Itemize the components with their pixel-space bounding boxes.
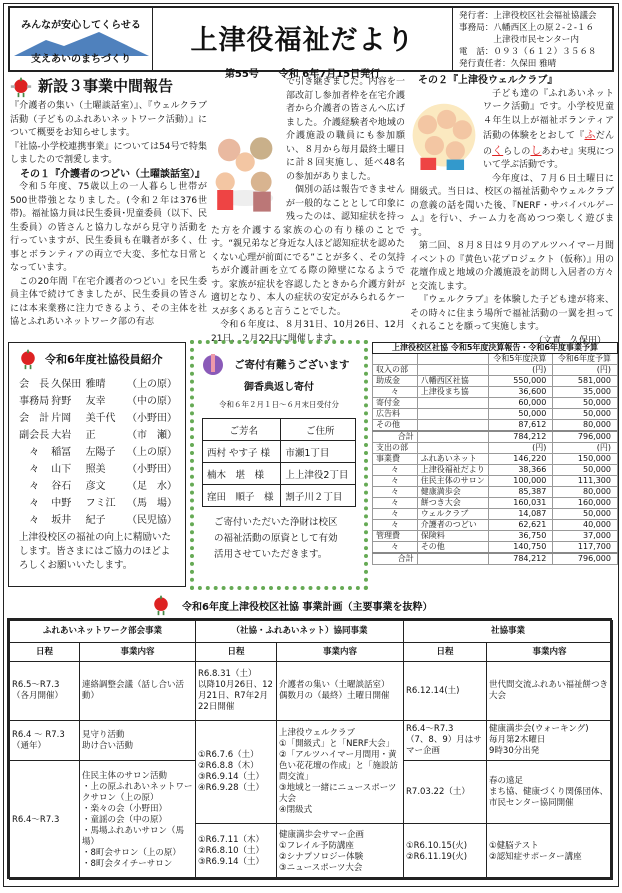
content-cell-text: 上津役ウェルクラブ ①「開級式」と「NERF大会」 ②「アルツハイマー月間用・黄色い花花壇の作成」と「施設訪問交流」 ③地域と一緒にニュースポーツ大会 ④閉級式 xyxy=(279,728,399,815)
article-column-middle xyxy=(211,76,405,346)
donor-address: 市瀬1丁目 xyxy=(281,441,356,463)
body-text: らしの xyxy=(503,146,531,157)
budget-row xyxy=(373,465,618,476)
officer-surname: 久保田 xyxy=(51,379,82,390)
budget-fy6-plan: 111,300 xyxy=(553,476,618,487)
col-header-content xyxy=(79,642,196,662)
officer-row xyxy=(17,493,177,510)
budget-fy6-plan: 796,000 xyxy=(553,553,618,565)
body-paragraph: 第二回、８月８日は９月のアルツハイマー月間イベントの『黄色い花プロジェクト（仮称）』用の花壇作成と地域の介護施設を訪問し入居者の方々と交流します。 xyxy=(410,241,614,292)
budget-table xyxy=(372,342,618,565)
budget-row xyxy=(373,387,618,398)
officer-surname: 山下 xyxy=(51,464,72,475)
schedule-cell-text: R6.8.31（土） 以降10月26日、12月21日、R7年2月22日開催 xyxy=(198,669,273,712)
officer-given-name: 彦文 xyxy=(85,481,106,492)
officer-row xyxy=(17,442,177,459)
budget-fy6-plan: 117,700 xyxy=(553,542,618,554)
slogan-top: みんなが安心してくらせる xyxy=(21,20,141,31)
group-header-text: （社協・ふれあいネット）協同事業 xyxy=(231,626,368,636)
content-cell-text: 春の遠足 まち協、健康づくり関係団体、市民センター協同開催 xyxy=(489,775,609,808)
budget-category: 々 xyxy=(373,487,418,498)
intro-paragraph: 『社協-小学校連携事業』については54号で特集しましたので割愛します。 xyxy=(10,141,207,165)
budget-item xyxy=(417,409,488,420)
col-header-content-text: 事業内容 xyxy=(532,646,567,657)
budget-row xyxy=(373,509,618,520)
budget-item xyxy=(417,398,488,409)
content-cell xyxy=(276,720,404,824)
officer-row xyxy=(17,408,177,425)
budget-row xyxy=(373,531,618,542)
body-paragraph xyxy=(410,88,614,173)
budget-fy5-actual: 550,000 xyxy=(488,376,553,387)
body-text: あわせ』実現について学ぶ活動です。 xyxy=(483,146,614,170)
content-cell xyxy=(79,661,196,721)
body-paragraph: 今年度は、７月６日土曜日に開級式。当日は、校区の福祉活動やウェルクラブの意義の話を聞いた後、『NERF・サバイバルゲーム』を行い、チーム力を高めつつ楽しく遊びます。 xyxy=(410,173,614,238)
col-header-schedule xyxy=(403,642,487,662)
plan-table xyxy=(7,618,612,879)
budget-fy5-actual: 85,387 xyxy=(488,487,553,498)
officer-district: （上の原） xyxy=(127,447,177,458)
budget-row xyxy=(373,443,618,454)
officer-district: （足 水） xyxy=(127,481,177,492)
officer-role: 事務局 xyxy=(19,396,50,407)
budget-category: 々 xyxy=(373,542,418,554)
highlight-char: く xyxy=(492,143,504,157)
col-header-content xyxy=(486,642,613,662)
budget-fy6-plan: 50,000 xyxy=(553,409,618,420)
budget-fy5-actual: 38,366 xyxy=(488,465,553,476)
schedule-cell xyxy=(403,760,487,824)
content-cell xyxy=(79,760,196,880)
budget-row xyxy=(373,520,618,531)
budget-row xyxy=(373,476,618,487)
donor-name: 西村 やす子 様 xyxy=(203,441,281,463)
budget-row xyxy=(373,454,618,465)
budget-fy5-actual: 100,000 xyxy=(488,476,553,487)
officer-surname: 大岩 xyxy=(51,430,72,441)
officer-surname: 中野 xyxy=(51,498,72,509)
content-cell xyxy=(486,720,613,761)
budget-row xyxy=(373,553,618,565)
budget-fy6-plan: 50,000 xyxy=(553,398,618,409)
donor-row xyxy=(203,463,356,485)
publisher-line: 発行者：上津役校区社会福祉協議会 xyxy=(459,11,597,21)
donation-box xyxy=(190,340,368,590)
officer-surname: 稲冨 xyxy=(51,447,72,458)
donor-table xyxy=(202,418,356,507)
content-cell xyxy=(276,823,404,880)
officer-given-name: 左陽子 xyxy=(85,447,116,458)
budget-fy6-plan: 50,000 xyxy=(553,509,618,520)
incense-icon xyxy=(202,352,224,376)
budget-row xyxy=(373,398,618,409)
article-column-right xyxy=(410,74,614,348)
budget-item: 上津役まち協 xyxy=(417,387,488,398)
budget-category: 々 xyxy=(373,498,418,509)
group-header xyxy=(195,620,404,643)
group-header-text: 社協事業 xyxy=(490,626,525,636)
schedule-cell-text: ①R6.7.11（木） ②R6.8.10（土） ③R6.9.14（土） xyxy=(198,835,265,867)
budget-col-header: 令和5年度決算 xyxy=(488,354,553,365)
publisher-line: 事務局：八幡西区上の原２-２-１６ xyxy=(459,23,595,33)
content-cell xyxy=(276,661,404,721)
logo xyxy=(10,8,153,70)
budget-category: 々 xyxy=(373,476,418,487)
schedule-cell xyxy=(9,720,80,761)
budget-fy6-plan: 50,000 xyxy=(553,465,618,476)
issue-info: 第55号 令和 6年7月15日発行 xyxy=(224,69,381,80)
officer-role: 々 xyxy=(29,498,40,509)
officers-box xyxy=(8,342,186,587)
budget-category: 支出の部 xyxy=(373,443,418,454)
budget-fy6-plan: 150,000 xyxy=(553,454,618,465)
content-cell xyxy=(486,823,613,880)
content-cell-text: 世代間交流ふれあい福祉餅つき大会 xyxy=(489,680,609,701)
budget-item: ふれあいネット xyxy=(417,454,488,465)
budget-fy6-plan: (円) xyxy=(553,365,618,376)
budget-fy6-plan: 80,000 xyxy=(553,420,618,432)
officer-role: 々 xyxy=(29,481,40,492)
budget-fy6-plan: 796,000 xyxy=(553,431,618,443)
budget-category: 々 xyxy=(373,509,418,520)
article-column-left xyxy=(10,76,207,330)
col-header-schedule-text: 日程 xyxy=(436,646,454,657)
budget-item xyxy=(417,553,488,565)
budget-row xyxy=(373,431,618,443)
col-header-schedule xyxy=(9,642,80,662)
budget-fy5-actual: 784,212 xyxy=(488,553,553,565)
budget-category: 広告料 xyxy=(373,409,418,420)
schedule-cell xyxy=(195,661,277,721)
budget-category: 管理費 xyxy=(373,531,418,542)
officer-given-name: 照美 xyxy=(85,464,106,475)
officer-row xyxy=(17,476,177,493)
intro-paragraph: 『介護者の集い（土曜談話室）』、『ウェルクラブ活動（子どものふれあいネットワーク活動）』について概要をお知らせします。 xyxy=(10,101,207,138)
budget-fy6-plan: 160,000 xyxy=(553,498,618,509)
budget-fy5-actual: 62,621 xyxy=(488,520,553,531)
content-cell-text: 見守り活動 助け合い活動 xyxy=(82,729,134,751)
budget-fy6-plan: (円) xyxy=(553,443,618,454)
highlight-char: ふ xyxy=(584,128,596,141)
officer-surname: 片岡 xyxy=(51,413,72,424)
budget-category: 寄付金 xyxy=(373,398,418,409)
budget-col-header xyxy=(373,354,418,365)
budget-category: 々 xyxy=(373,387,418,398)
donor-address: 割子川２丁目 xyxy=(281,485,356,507)
budget-row xyxy=(373,498,618,509)
officer-given-name: 紀子 xyxy=(85,515,106,526)
budget-row xyxy=(373,420,618,432)
schedule-cell xyxy=(195,823,277,880)
budget-fy6-plan: 80,000 xyxy=(553,487,618,498)
officer-given-name: フミ江 xyxy=(85,498,116,509)
col-header-schedule xyxy=(195,642,277,662)
budget-fy6-plan: 40,000 xyxy=(553,520,618,531)
budget-category: 事業費 xyxy=(373,454,418,465)
apple-mascot-icon xyxy=(17,348,39,370)
content-cell xyxy=(486,661,613,721)
officer-role: 会 計 xyxy=(19,413,50,424)
officer-row xyxy=(17,374,177,391)
body-paragraph: この20年間『在宅介護者のつどい』を民生委員主体で続けてきましたが、民生委員の皆さんには本来業務に注力できるよう、その主体を社協とふれあいネットワーク部の有志 xyxy=(10,276,207,327)
plan-heading xyxy=(150,594,480,616)
article-heading: 新設３事業中間報告 xyxy=(38,77,174,96)
donation-title: ご寄付有難うございます xyxy=(234,358,350,371)
donor-row xyxy=(203,441,356,463)
officer-row xyxy=(17,510,177,527)
budget-category: 合計 xyxy=(373,431,418,443)
budget-item xyxy=(417,443,488,454)
officer-district: （小野田） xyxy=(127,464,177,475)
donor-address: 上上津役2丁目 xyxy=(281,463,356,485)
officer-given-name: 雅晴 xyxy=(85,379,106,390)
schedule-cell-text: R6.4 ～ R7.3 （通年） xyxy=(12,729,65,751)
publisher-line: 電 話：０９３（６１２）３５６８ xyxy=(459,47,597,57)
officer-district: （小野田） xyxy=(127,413,177,424)
schedule-cell-text: ①R6.10.15(火) ②R6.11.19(火) xyxy=(406,840,468,862)
budget-fy6-plan: 37,000 xyxy=(553,531,618,542)
budget-category: 々 xyxy=(373,465,418,476)
budget-row xyxy=(373,365,618,376)
budget-fy5-actual: (円) xyxy=(488,443,553,454)
schedule-cell xyxy=(9,760,80,880)
budget-item: 八幡西区社協 xyxy=(417,376,488,387)
budget-fy5-actual: 36,600 xyxy=(488,387,553,398)
budget-item xyxy=(417,365,488,376)
schedule-cell xyxy=(403,823,487,880)
body-text: で引き継ぎました。内容を一部改訂し参加者枠を在宅介護者から介護者の皆さんへ広げました。介護経験者や地域の介護施設の職員にも参加願い、８月から毎月最終土曜日に計８回実施し、延べ48名の参加がありました。 xyxy=(286,77,405,182)
officer-row xyxy=(17,425,177,442)
budget-fy5-actual: 14,087 xyxy=(488,509,553,520)
col-header-schedule-text: 日程 xyxy=(35,646,53,657)
budget-row xyxy=(373,542,618,554)
col-header-address: ご住所 xyxy=(281,419,356,441)
col-header-content-text: 事業内容 xyxy=(120,646,155,657)
slogan-bottom: 支えあいのまちづくり xyxy=(31,54,131,65)
budget-item xyxy=(417,420,488,432)
budget-category: 合計 xyxy=(373,553,418,565)
budget-item: 上津役福祉だより xyxy=(417,465,488,476)
budget-title: 上津役校区社協 令和5年度決算報告・令和6年度事業予算 xyxy=(373,343,618,354)
budget-row xyxy=(373,409,618,420)
budget-category: 々 xyxy=(373,520,418,531)
subheading-2: その２『上津役ウェルクラブ』 xyxy=(418,75,558,86)
publisher-line: 上津役市民センター内 xyxy=(459,35,579,45)
budget-fy6-plan: 35,000 xyxy=(553,387,618,398)
group-header-text: ふれあいネットワーク部会事業 xyxy=(42,626,162,636)
budget-item: 住民主体のサロン xyxy=(417,476,488,487)
content-cell xyxy=(486,760,613,824)
caregivers-illustration xyxy=(211,126,281,222)
officer-row xyxy=(17,459,177,476)
group-header xyxy=(403,620,613,643)
masthead xyxy=(8,6,614,80)
col-header-schedule-text: 日程 xyxy=(227,646,245,657)
budget-col-header xyxy=(417,354,488,365)
officer-role: 々 xyxy=(29,464,40,475)
officer-role: 々 xyxy=(29,447,40,458)
body-paragraph: 令和６年度は、８月31日、10月26日、12月21日、２月22日に開催します。 xyxy=(211,320,405,344)
schedule-cell xyxy=(195,720,277,824)
officers-message: 上津役校区の福祉の向上に精励いたします。皆さまにはご協力のほどよろしくお願いいたします。 xyxy=(19,532,172,571)
schedule-cell xyxy=(403,720,487,761)
body-text: 個別の話は報告できませんが一般的なこととして印象に残ったのは、認知症状を持った方を介護する家族の心の有り様のことです。“親兄弟など身近な人ほど認知症状を認めたくない心理が前面にでる”ことが多く、その気持ちが介護計画を立てる際の障壁になるようです。家族が症状を容認したときから介護方針が適切となり、本人の症状の安定がみられるケースが多くあると言うことでした。 xyxy=(211,185,405,317)
budget-fy5-actual: 146,220 xyxy=(488,454,553,465)
body-paragraph: 『ウェルクラブ』を体験した子ども達が将来、その時々に住まう場所で福祉活動の一翼を担ってくれることを願って実施します。 xyxy=(410,295,614,332)
apple-mascot-icon xyxy=(10,76,32,98)
officer-given-name: 美千代 xyxy=(85,413,116,424)
budget-item: ウェルクラブ xyxy=(417,509,488,520)
officer-district: （馬 場） xyxy=(127,498,177,509)
officer-given-name: 正 xyxy=(85,430,96,441)
content-cell-text: 健康満歩会サマー企画 ①フレイル予防講座 ②シナプソロジー体験 ③ニュースポーツ大会 xyxy=(279,829,365,873)
budget-category: 収入の部 xyxy=(373,365,418,376)
donor-name: 楠木 堪 様 xyxy=(203,463,281,485)
schedule-cell-text: R6.4～R7.3 （7、8、9）月はサマー企画 xyxy=(406,724,482,756)
budget-fy6-plan: 581,000 xyxy=(553,376,618,387)
budget-fy5-actual: 87,612 xyxy=(488,420,553,432)
officers-heading: 令和6年度社協役員紹介 xyxy=(45,353,163,366)
schedule-cell-text: ①R6.7.6（土） ②R6.8.8（木） ③R6.9.14（土） ④R6.9.28（土） xyxy=(198,750,265,793)
officer-row xyxy=(17,391,177,408)
officer-district: （民児協） xyxy=(127,515,177,526)
budget-col-header: 令和6年度予算 xyxy=(553,354,618,365)
content-cell xyxy=(79,720,196,761)
officer-role: 会 長 xyxy=(19,379,50,390)
officer-role: 々 xyxy=(29,515,40,526)
body-paragraph xyxy=(211,76,405,319)
col-header-content xyxy=(276,642,404,662)
budget-fy5-actual: (円) xyxy=(488,365,553,376)
budget-fy5-actual: 140,750 xyxy=(488,542,553,554)
budget-category: その他 xyxy=(373,420,418,432)
budget-item xyxy=(417,431,488,443)
officer-role: 副会長 xyxy=(19,430,50,441)
schedule-cell xyxy=(403,661,487,721)
donation-subtitle: 御香典返し寄付 xyxy=(244,382,314,393)
children-illustration xyxy=(410,100,478,172)
budget-item: 介護者のつどい xyxy=(417,520,488,531)
publisher-info xyxy=(453,8,612,70)
officers-table xyxy=(17,374,177,527)
schedule-cell-text: R6.12.14(土) xyxy=(406,685,460,696)
highlight-char: し xyxy=(530,143,542,157)
budget-item: 健康満歩会 xyxy=(417,487,488,498)
budget-item: その他 xyxy=(417,542,488,554)
budget-row xyxy=(373,376,618,387)
budget-fy5-actual: 160,031 xyxy=(488,498,553,509)
officer-surname: 谷石 xyxy=(51,481,72,492)
schedule-cell-text: R6.4～R7.3 xyxy=(12,814,60,825)
apple-mascot-icon xyxy=(150,594,172,616)
content-cell-text: 住民主体のサロン活動 ・上の原ふれあいネットワークサロン（上の原） ・楽々の会（小野田） ・童謡の会（中の原） ・馬場ふれあいサロン（馬場） ・8町会サロン（上の原） ・8町会タイチーサロン xyxy=(82,770,193,869)
budget-fy5-actual: 36,750 xyxy=(488,531,553,542)
group-header xyxy=(9,620,196,643)
budget-fy5-actual: 60,000 xyxy=(488,398,553,409)
officer-given-name: 友幸 xyxy=(85,396,106,407)
schedule-cell-text: R7.03.22（土） xyxy=(406,786,470,797)
donation-message: ご寄付いただいた浄財は校区の福祉活動の原資として有効活用させていただきます。 xyxy=(214,517,338,560)
schedule-cell xyxy=(9,661,80,721)
budget-item: 餅つき大会 xyxy=(417,498,488,509)
donor-row xyxy=(203,485,356,507)
body-text: だんの xyxy=(483,131,614,157)
budget-fy5-actual: 784,212 xyxy=(488,431,553,443)
col-header-name: ご芳名 xyxy=(203,419,281,441)
schedule-cell-text: R6.5～R7.3 （各月開催） xyxy=(12,680,64,701)
body-text: 子ども達の『ふれあいネットワーク活動』です。小学校児童４年生以上が福祉ボランティア活動の体験をとおして『 xyxy=(483,88,614,141)
author-credit: （文責 久保田） xyxy=(533,335,606,346)
content-cell-text: 連絡調整会議（話し合い活動） xyxy=(82,680,185,701)
donation-period: 令和６年２月１日～６月末日受付分 xyxy=(219,400,339,409)
officer-surname: 坂井 xyxy=(51,515,72,526)
body-paragraph: 令和５年度、75歳以上の一人暮らし世帯が500世帯強となりました。(令和２年は376世帯)。福祉協力員は民生委員･児童委員（以下、民生委員）の皆さんと協力しながら見守り活動を行っていますが、民生委員も在職者が多く、仕事とボランティアの両立で大変、多忙な日常となっています。 xyxy=(10,182,208,273)
publisher-line: 発行責任者：久保田 雅晴 xyxy=(459,59,557,69)
budget-fy5-actual: 50,000 xyxy=(488,409,553,420)
budget-row xyxy=(373,487,618,498)
officer-district: （中の原） xyxy=(127,396,177,407)
col-header-content-text: 事業内容 xyxy=(322,646,357,657)
officer-surname: 狩野 xyxy=(51,396,72,407)
content-cell-text: 介護者の集い（土曜談話室） 偶数月の（最終）土曜日開催 xyxy=(279,680,390,701)
officer-district: （上の原） xyxy=(127,379,177,390)
newsletter-title: 上津役福祉だより xyxy=(190,25,415,56)
budget-category: 助成金 xyxy=(373,376,418,387)
donor-name: 窪田 順子 様 xyxy=(203,485,281,507)
plan-title: 令和6年度上津役校区社協 事業計画（主要事業を抜粋） xyxy=(182,601,433,613)
content-cell-text: ①健脳テスト ②認知症サポーター講座 xyxy=(489,840,582,862)
content-cell-text: 健康満歩会(ウォーキング) 毎月第2木曜日 9時30分出発 xyxy=(489,724,589,756)
officer-district: （市 瀬） xyxy=(127,430,177,441)
subheading-1: その１『介護者のつどい（土曜談話室）』 xyxy=(20,168,205,180)
budget-item: 保険料 xyxy=(417,531,488,542)
